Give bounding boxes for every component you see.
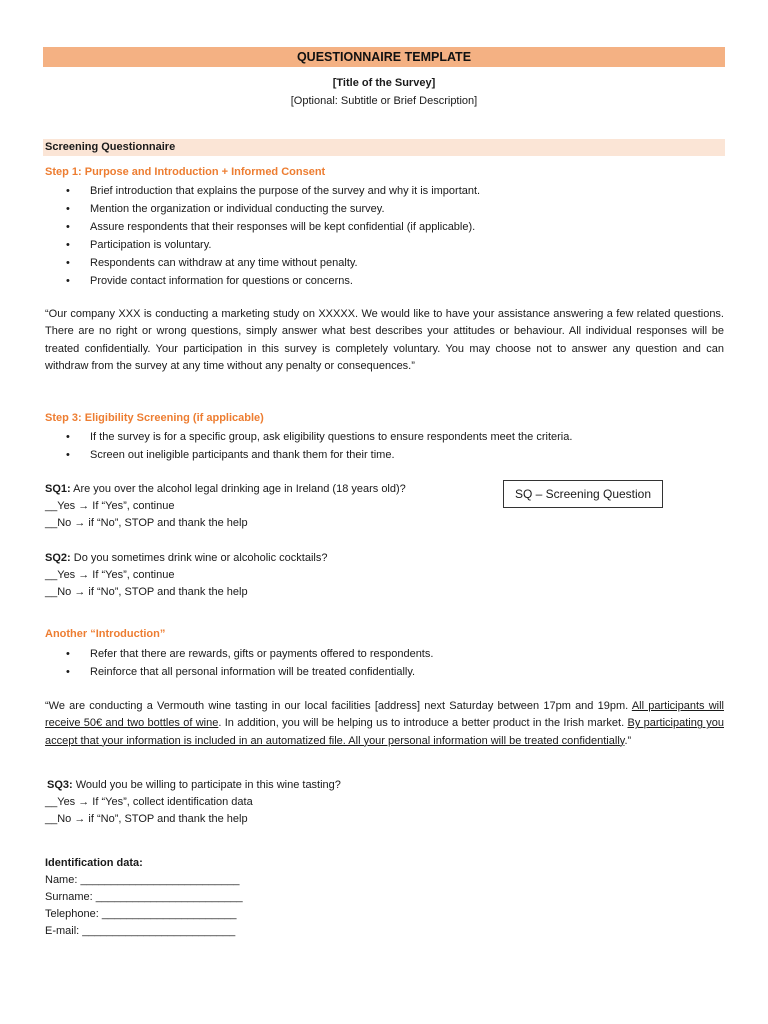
- sq3-option-no: __No → if “No”, STOP and thank the help: [45, 813, 248, 825]
- surname-field: Surname: ________________________: [45, 891, 243, 903]
- sq2-label: SQ2:: [45, 552, 71, 564]
- sq-legend-box: SQ – Screening Question: [503, 480, 663, 508]
- invitation-reward: All participants will receive 50€ and two bottles of wine: [45, 700, 724, 730]
- section-label: Screening Questionnaire: [45, 141, 176, 153]
- intro2-bullet-list: [66, 645, 433, 681]
- step1-heading: Step 1: Purpose and Introduction + Informed Consent: [45, 166, 326, 178]
- list-item: • Respondents can withdraw at any time without penalty.: [66, 254, 480, 272]
- document-title: QUESTIONNAIRE TEMPLATE: [43, 47, 725, 67]
- name-field: Name: __________________________: [45, 874, 240, 886]
- list-item: • Brief introduction that explains the purpose of the survey and why it is important.: [66, 182, 480, 200]
- step3-heading: Step 3: Eligibility Screening (if applicable): [45, 412, 264, 424]
- list-item: • Provide contact information for questions or concerns.: [66, 272, 480, 290]
- step1-bullet-list: [66, 182, 480, 290]
- list-item: • Mention the organization or individual conducting the survey.: [66, 200, 480, 218]
- telephone-field: Telephone: ______________________: [45, 908, 237, 920]
- sq3-option-yes: __Yes → If “Yes”, collect identification data: [45, 796, 253, 808]
- intro2-heading: Another “Introduction”: [45, 628, 166, 640]
- sq1-text: Are you over the alcohol legal drinking age in Ireland (18 years old)?: [70, 483, 406, 495]
- survey-title: [Title of the Survey]: [332, 77, 436, 89]
- survey-subtitle: [Optional: Subtitle or Brief Description]: [290, 95, 478, 107]
- invitation-consent: By participating you accept that your information is included in an automatized file. All your personal information will be treated confidentially: [45, 717, 724, 747]
- list-item: • Participation is voluntary.: [66, 236, 480, 254]
- step3-bullet-list: [66, 428, 572, 464]
- list-item: • Refer that there are rewards, gifts or payments offered to respondents.: [66, 645, 433, 663]
- sq3-question: [47, 777, 341, 794]
- list-item: • Screen out ineligible participants and thank them for their time.: [66, 446, 572, 464]
- section-bar: [43, 139, 725, 156]
- list-item: • Reinforce that all personal information will be treated confidentially.: [66, 663, 433, 681]
- sq1-label: SQ1:: [45, 483, 71, 495]
- consent-statement: “Our company XXX is conducting a marketing study on XXXXX. We would like to have your assistance answering a few related questions. There are no right or wrong questions, simply answer what best describes your attitudes or behaviour. All individual responses will be treated confidentially. Your participation in this survey is completely voluntary. You may choose not to answer any question and can withdraw from the survey at any time without any penalty or consequences.”: [45, 308, 724, 372]
- list-item: • If the survey is for a specific group, ask eligibility questions to ensure respondents meet the criteria.: [66, 428, 572, 446]
- sq2-text: Do you sometimes drink wine or alcoholic cocktails?: [70, 552, 328, 564]
- email-field: E-mail: _________________________: [45, 925, 236, 937]
- sq3-label: SQ3:: [47, 779, 73, 791]
- sq1-option-no: __No → if “No”, STOP and thank the help: [45, 517, 248, 529]
- sq1-option-yes: __Yes → If “Yes”, continue: [45, 500, 175, 512]
- sq2-question: [45, 550, 327, 567]
- tasting-invitation: [45, 698, 724, 750]
- identification-heading: Identification data:: [45, 857, 143, 869]
- invitation-text-e: .”: [624, 734, 632, 747]
- invitation-text-a: “We are conducting a Vermouth wine tasting in our local facilities [address] next Saturday between 17pm and 19pm.: [45, 700, 632, 712]
- invitation-text-c: . In addition, you will be helping us to introduce a better product in the Irish market.: [218, 717, 628, 730]
- list-item: • Assure respondents that their responses will be kept confidential (if applicable).: [66, 218, 480, 236]
- sq3-text: Would you be willing to participate in this wine tasting?: [72, 779, 341, 791]
- sq2-option-yes: __Yes → If “Yes”, continue: [45, 569, 175, 581]
- sq2-option-no: __No → if “No”, STOP and thank the help: [45, 586, 248, 598]
- sq1-question: [45, 481, 406, 498]
